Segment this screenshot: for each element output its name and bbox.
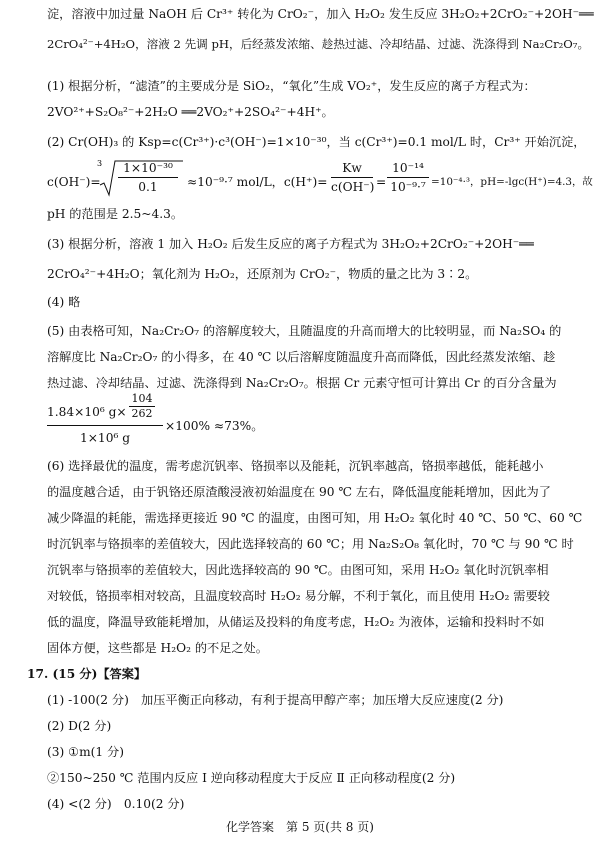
text-line: (4) 略 [47, 295, 81, 309]
text-line: (2) Cr(OH)₃ 的 Ksp=c(Cr³⁺)·c³(OH⁻)=1×10⁻³⁰，当 c(Cr³⁺)=0.1 mol/L 时，Cr³⁺ 开始沉淀， [47, 135, 586, 149]
text-line: (4) <(2 分) 0.10(2 分) [47, 797, 185, 811]
text-line: 沉钒率与铬损率的差值较大，因此选择较高的 90 ℃。由图可知，采用 H₂O₂ 氧化时沉钒率相 [47, 563, 549, 577]
question-heading: 17. (15 分)【答案】 [27, 667, 147, 681]
fraction-numerator: 10⁻¹⁴ [392, 161, 424, 175]
text-line: 减少降温的耗能，需选择更接近 90 ℃ 的温度，由图可知，用 H₂O₂ 氧化时 40 ℃、50 ℃、60 ℃ [47, 511, 583, 525]
formula-text: 1.84×10⁶ g× [47, 405, 127, 419]
formula-text: = [376, 175, 387, 189]
fraction-bar [118, 177, 178, 178]
formula-text: ×100% ≈73%。 [165, 419, 264, 433]
text-line: ②150~250 ℃ 范围内反应 Ⅰ 逆向移动程度大于反应 Ⅱ 正向移动程度(2 分) [47, 771, 456, 785]
text-line: 对较低，铬损率相对较高，且温度较高时 H₂O₂ 易分解，不利于氧化，而且使用 H₂O₂ 需要较 [47, 589, 550, 603]
text-line: (1) -100(2 分) 加压平衡正向移动，有利于提高甲醇产率；加压增大反应速度(2 分) [47, 693, 504, 707]
page-footer: 化学答案 第 5 页(共 8 页) [226, 820, 374, 834]
text-line: 时沉钒率与铬损率的差值较大，因此选择较高的 60 ℃；用 Na₂S₂O₈ 氧化时，70 ℃ 与 90 ℃ 时 [47, 537, 574, 551]
fraction-numerator: 1×10⁻³⁰ [123, 161, 173, 175]
text-line: (1) 根据分析，“滤渣”的主要成分是 SiO₂，“氧化”生成 VO₂⁺，发生反应的离子方程式为： [47, 79, 536, 93]
svg-text:3: 3 [97, 159, 103, 168]
fraction-bar [47, 425, 163, 426]
text-line: (2) D(2 分) [47, 719, 112, 733]
text-line: 2CrO₄²⁻+4H₂O，溶液 2 先调 pH，后经蒸发浓缩、趁热过滤、冷却结晶、过滤、洗涤得到 Na₂Cr₂O₇。 [47, 37, 590, 51]
fraction-denominator: c(OH⁻) [331, 180, 375, 194]
text-line: 2VO²⁺+S₂O₈²⁻+2H₂O ══2VO₂⁺+2SO₄²⁻+4H⁺。 [47, 105, 334, 119]
fraction-numerator: 104 [131, 392, 153, 405]
fraction-numerator: Kw [342, 161, 362, 175]
text-line: (5) 由表格可知，Na₂Cr₂O₇ 的溶解度较大，且随温度的升高而增大的比较明显，而 Na₂SO₄ 的 [47, 324, 562, 338]
formula-text: =10⁻⁴·³，pH=-lgc(H⁺)=4.3，故 [431, 176, 593, 188]
formula-text: ≈10⁻⁹·⁷ mol/L，c(H⁺)= [187, 175, 328, 189]
fraction-denominator: 262 [131, 407, 153, 420]
text-line: 淀，溶液中加过量 NaOH 后 Cr³⁺ 转化为 CrO₂⁻，加入 H₂O₂ 发生反应 3H₂O₂+2CrO₂⁻+2OH⁻══ [47, 7, 594, 21]
formula-text: c(OH⁻)= [47, 175, 101, 189]
fraction-denominator: 0.1 [138, 180, 158, 194]
text-line: 2CrO₄²⁻+4H₂O；氧化剂为 H₂O₂，还原剂为 CrO₂⁻，物质的量之比为 3∶2。 [47, 267, 478, 281]
text-line: (3) 根据分析，溶液 1 加入 H₂O₂ 后发生反应的离子方程式为 3H₂O₂+2CrO₂⁻+2OH⁻══ [47, 237, 534, 251]
text-line: 热过滤、冷却结晶、过滤、洗涤得到 Na₂Cr₂O₇。根据 Cr 元素守恒可计算出 Cr 的百分含量为 [47, 376, 557, 390]
text-line: 固体方便，这些都是 H₂O₂ 的不足之处。 [47, 641, 268, 655]
fraction-bar [331, 177, 373, 178]
fraction-denominator: 1×10⁶ g [79, 431, 131, 445]
fraction-bar [387, 177, 429, 178]
text-line: (6) 选择最优的温度，需考虑沉钒率、铬损率以及能耗，沉钒率越高，铬损率越低，能耗越小 [47, 459, 544, 473]
fraction-denominator: 10⁻⁹·⁷ [390, 180, 426, 194]
text-line: 的温度越合适，由于钒铬还原渣酸浸液初始温度在 90 ℃ 左右，降低温度能耗增加，因此为了 [47, 485, 551, 499]
text-line: 溶解度比 Na₂Cr₂O₇ 的小得多，在 40 ℃ 以后溶解度随温度升高而降低，因此经蒸发浓缩、趁 [47, 350, 556, 364]
text-line: 低的温度，降温导致能耗增加，从储运及投料的角度考虑，H₂O₂ 为液体，运输和投料时不如 [47, 615, 545, 629]
text-line: pH 的范围是 2.5~4.3。 [47, 207, 184, 221]
text-line: (3) ①m(1 分) [47, 745, 124, 759]
